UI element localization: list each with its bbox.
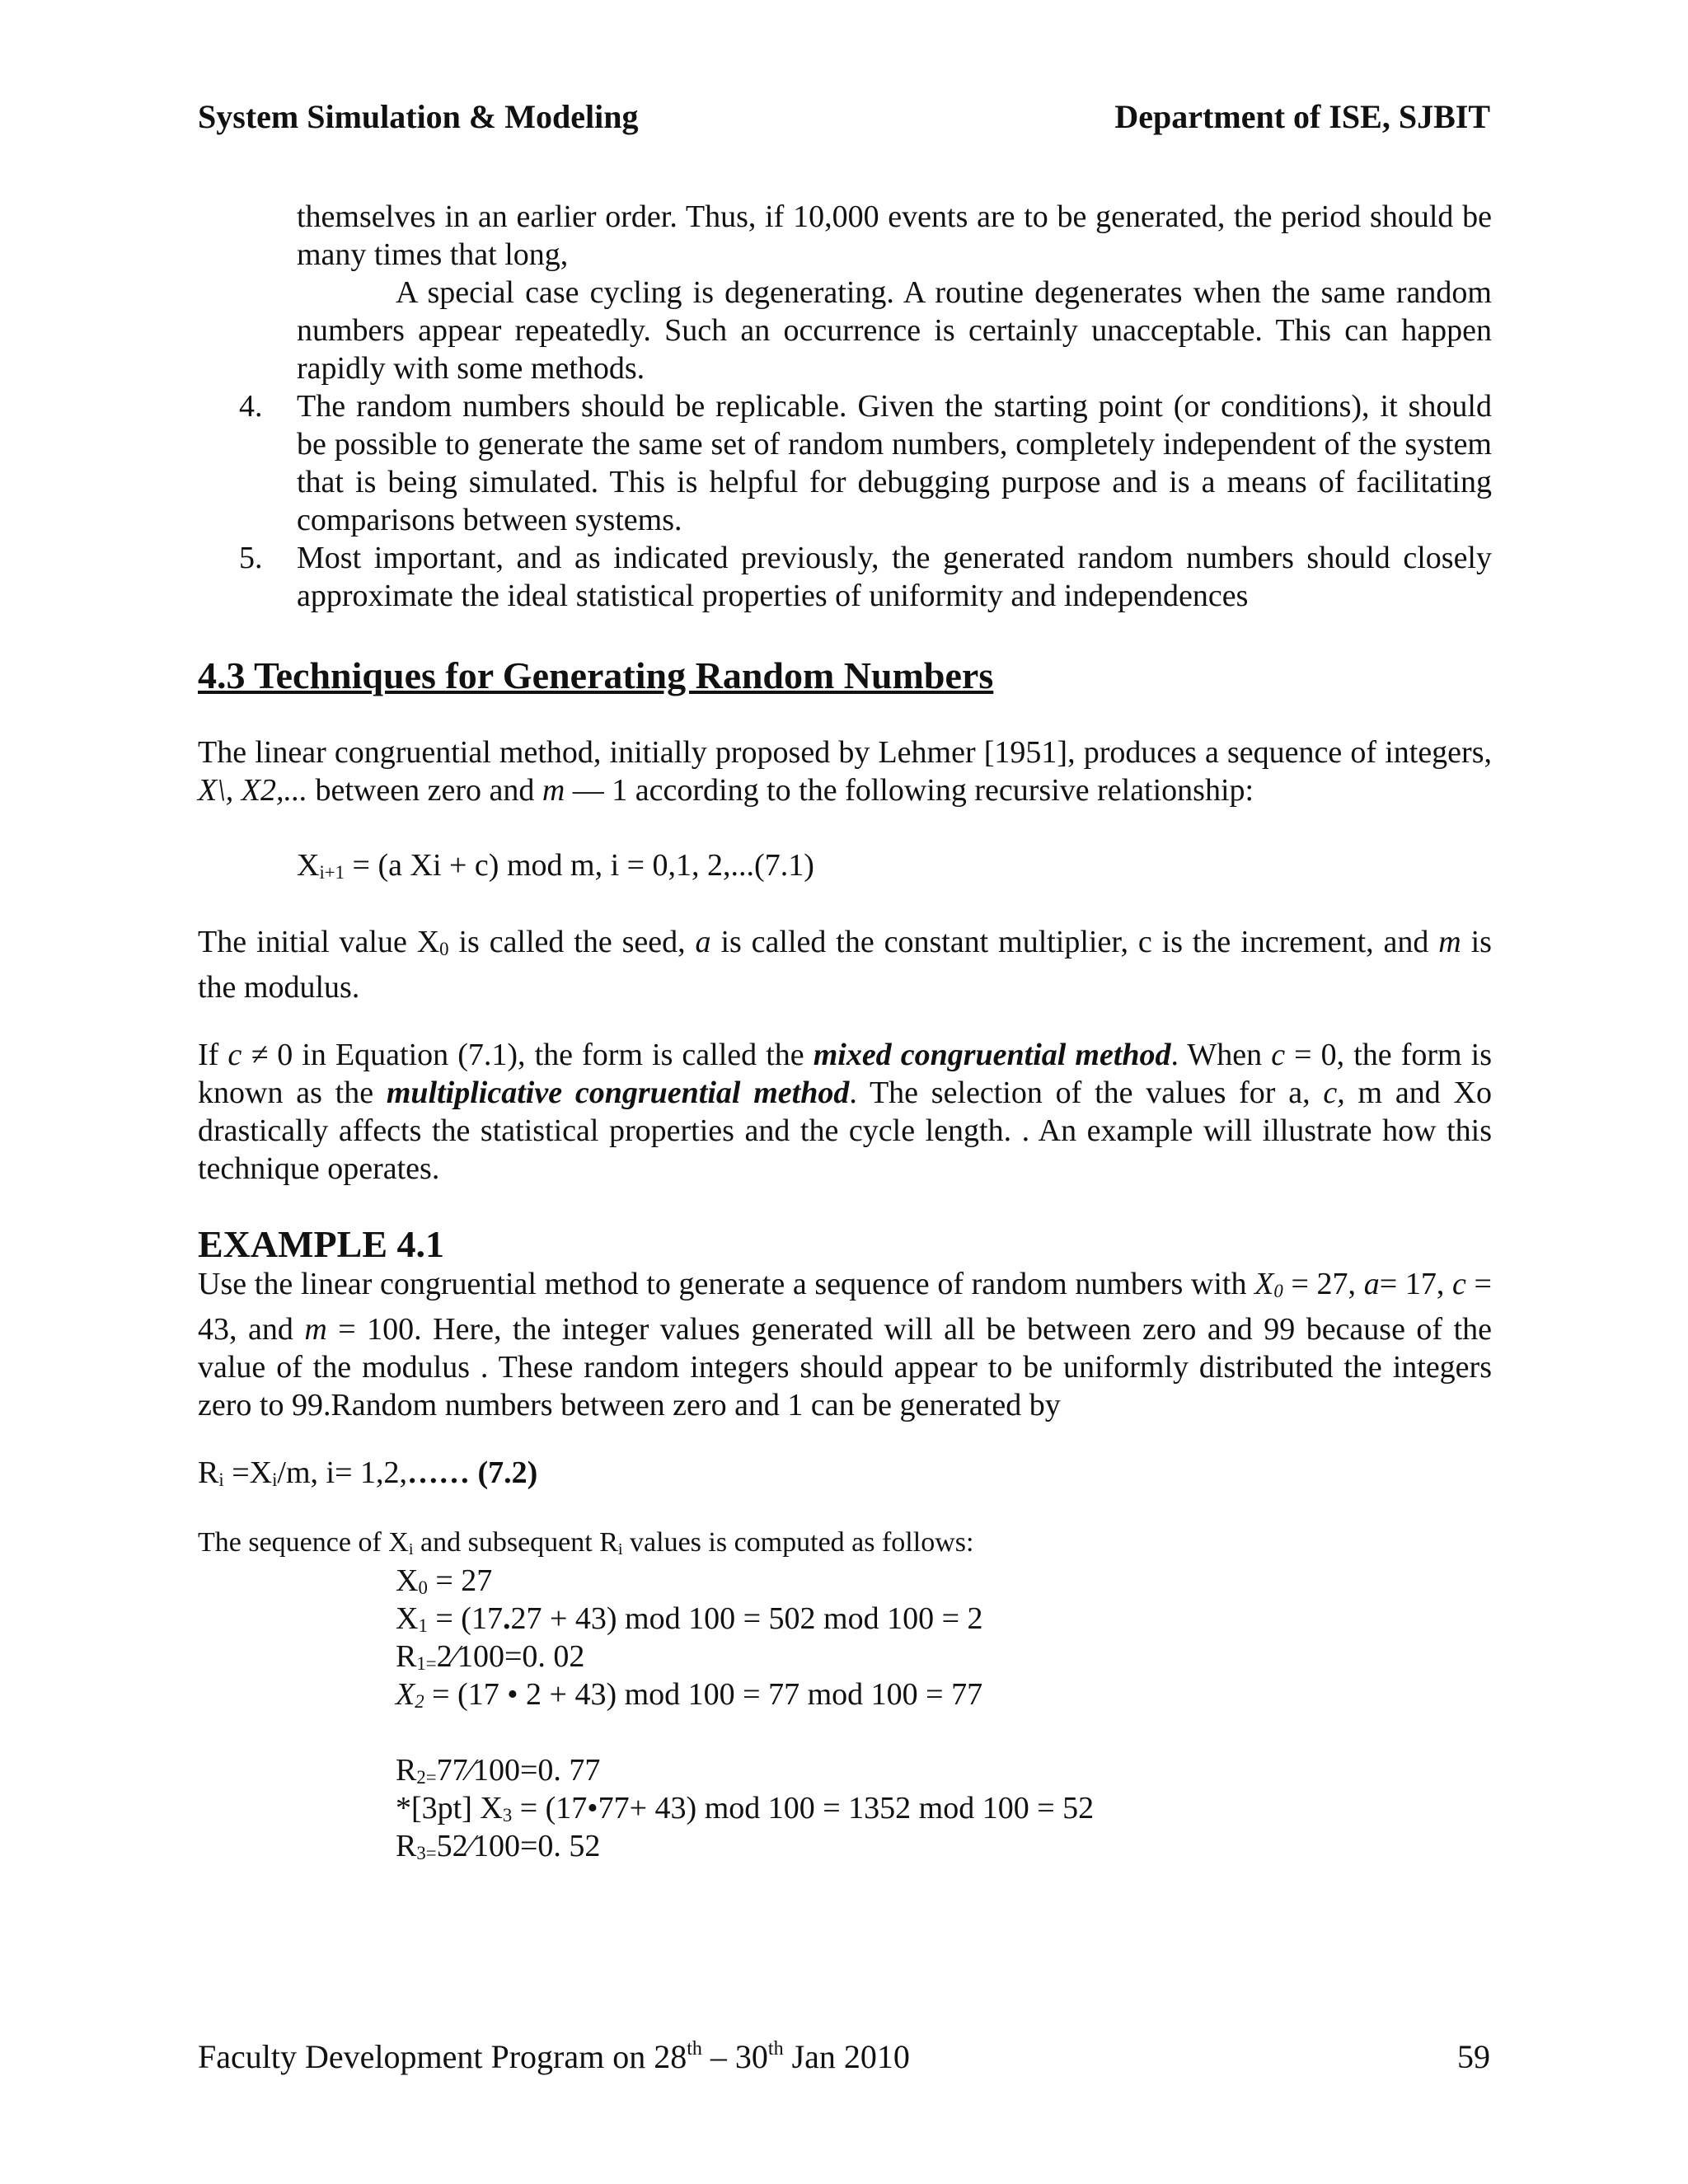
continuation-text-2: A special case cycling is degenerating. A routine degenerates when the same random numbers appear repeatedly. Such an occurrence is certainly unacceptable. This can happen rapidly with some methods.	[297, 275, 1492, 386]
intro-sequence: X\, X2,...	[198, 773, 307, 808]
recurrence-formula	[297, 847, 814, 883]
calc-expr: = (17•77+ 43) mod 100 = 1352 mod 100 = 52	[512, 1791, 1095, 1825]
calc-line	[396, 1675, 1094, 1713]
continuation-paragraph	[297, 198, 1492, 387]
footer-sup: th	[687, 2038, 702, 2060]
eq-r: R	[198, 1455, 219, 1490]
list-item	[239, 387, 1492, 539]
calc-sub: 3	[502, 1805, 513, 1825]
calc-line	[396, 1827, 1094, 1865]
random-number-formula	[198, 1455, 537, 1491]
calc-line	[396, 1789, 1094, 1827]
calc-var: X	[396, 1601, 419, 1636]
calc-sub: 1=	[416, 1653, 437, 1674]
formula-x: X	[297, 848, 320, 883]
calc-line	[396, 1751, 1094, 1789]
calc-sub: 3=	[416, 1843, 437, 1863]
mixed-congruential-term: mixed congruential method	[813, 1038, 1171, 1072]
example-text: = 17,	[1379, 1267, 1453, 1301]
continuation-text-1: themselves in an earlier order. Thus, if 10,000 events are to be generated, the period should be many times that long,	[297, 199, 1492, 272]
seed-paragraph	[198, 923, 1492, 1006]
seed-text: is called the constant multiplier, c is the increment, and	[710, 925, 1439, 959]
seq-text: values is computed as follows:	[622, 1527, 974, 1558]
calc-expr: 2⁄100=0. 02	[436, 1639, 585, 1674]
seq-text: and subsequent R	[413, 1527, 618, 1558]
eq-subscript: i	[272, 1469, 278, 1490]
intro-text: between zero and	[307, 773, 542, 808]
eq-subscript: i	[218, 1469, 224, 1490]
requirements-list	[239, 387, 1492, 615]
list-item-number: 4.	[239, 389, 263, 424]
seed-text: is the modulus.	[198, 925, 1492, 1005]
footer-text: Faculty Development Program on 28	[198, 2038, 687, 2075]
example-paragraph	[198, 1265, 1492, 1424]
footer-sup: th	[767, 2038, 784, 2060]
header-department: Department of ISE, SJBIT	[1114, 98, 1490, 135]
calc-var: R	[396, 1829, 417, 1863]
calc-var: X	[396, 1563, 419, 1598]
list-item-text: Most important, and as indicated previously, the generated random numbers should closely approximate the ideal statistical properties of uniformity and independences	[297, 541, 1492, 613]
calc-sub: 0	[418, 1577, 428, 1598]
seed-subscript: 0	[439, 939, 449, 959]
mixed-text: 0 in Equation (7.1), the form is called the	[268, 1038, 814, 1072]
list-item-text: The random numbers should be replicable. Given the starting point (or conditions), it should be possible to generate the same set of random numbers, completely independent of the system that is being simulated. This is helpful for debugging purpose and is a means of facilitating comparisons between systems.	[297, 389, 1492, 537]
example-text: = 43, and	[198, 1267, 1492, 1347]
calc-var: R	[396, 1753, 417, 1788]
calc-blank-line	[396, 1713, 1094, 1751]
calc-expr: 27 + 43) mod 100 = 502 mod 100 = 2	[510, 1601, 983, 1636]
eq-number: …… (7.2)	[407, 1455, 538, 1490]
section-heading: 4.3 Techniques for Generating Random Numbers	[198, 654, 994, 696]
list-item-number: 5.	[239, 541, 263, 575]
example-text: = 100. Here, the integer values generated will all be between zero and 99 because of the value of the modulus . These random integers should appear to be uniformly distributed the integers zero to 99.Random numbers between zero and 1 can be generated by	[198, 1312, 1492, 1422]
footer-program	[198, 2037, 910, 2076]
seed-m: m	[1438, 925, 1461, 959]
example-subscript: 0	[1273, 1281, 1283, 1301]
intro-m: m	[542, 773, 565, 808]
mixed-text: m and Xo drastically affects the statistical properties and the cycle length. . An example will illustrate how this technique operates.	[198, 1076, 1492, 1186]
example-a: a	[1363, 1267, 1380, 1301]
mixed-c: c	[1271, 1038, 1286, 1072]
calc-dot: .	[502, 1601, 511, 1636]
mixed-c-neq: c ≠	[227, 1038, 269, 1072]
seq-subscript: i	[408, 1540, 414, 1558]
mixed-text: . The selection of the values for a,	[849, 1076, 1324, 1110]
formula-subscript: i+1	[319, 862, 345, 883]
page-number: 59	[1457, 2038, 1490, 2075]
mixed-method-paragraph	[198, 1036, 1492, 1188]
intro-text: — 1 according to the following recursive relationship:	[565, 773, 1254, 808]
calc-var: R	[396, 1639, 417, 1674]
calc-line	[396, 1638, 1094, 1675]
example-heading: EXAMPLE 4.1	[198, 1223, 444, 1265]
intro-paragraph	[198, 733, 1492, 809]
mixed-text: . When	[1170, 1038, 1272, 1072]
example-text: = 27,	[1282, 1267, 1364, 1301]
calc-expr: 52⁄100=0. 52	[436, 1829, 601, 1863]
example-c: c	[1452, 1267, 1466, 1301]
example-m: m	[304, 1312, 327, 1347]
calc-var: *[3pt] X	[396, 1791, 503, 1825]
example-x: X	[1254, 1267, 1274, 1301]
calc-expr: = 27	[427, 1563, 493, 1598]
calc-expr: 77⁄100=0. 77	[436, 1753, 601, 1788]
calc-sub: 2=	[416, 1767, 437, 1788]
calc-expr: = (17 • 2 + 43) mod 100 = 77 mod 100 = 77	[424, 1677, 983, 1712]
mixed-text: = 0, the form is known as the	[198, 1038, 1492, 1110]
footer-text: – 30	[701, 2038, 768, 2075]
multiplicative-congruential-term: multiplicative congruential method	[386, 1076, 850, 1110]
calc-line	[396, 1600, 1094, 1638]
sequence-intro	[198, 1527, 973, 1559]
formula-rest: = (a Xi + c) mod m, i = 0,1, 2,...(7.1)	[345, 848, 814, 883]
seq-subscript: i	[617, 1540, 623, 1558]
seed-text: The initial value X	[198, 925, 440, 959]
mixed-c-comma: c,	[1323, 1076, 1345, 1110]
header-course-title: System Simulation & Modeling	[198, 98, 639, 135]
eq-text: =X	[223, 1455, 273, 1490]
intro-text: The linear congruential method, initially proposed by Lehmer [1951], produces a sequence of integers,	[198, 735, 1492, 770]
list-item	[239, 539, 1492, 615]
seed-text: is called the seed,	[448, 925, 696, 959]
footer-text: Jan 2010	[783, 2038, 910, 2075]
calc-var: X	[396, 1677, 415, 1712]
seq-text: The sequence of X	[198, 1527, 409, 1558]
calc-sub: 1	[418, 1615, 428, 1636]
calc-sub: 2	[415, 1691, 424, 1712]
calc-line	[396, 1562, 1094, 1600]
seed-a: a	[695, 925, 711, 959]
eq-text: /m, i= 1,2,	[277, 1455, 408, 1490]
calculation-steps	[396, 1562, 1094, 1865]
mixed-text: If	[198, 1038, 228, 1072]
example-text: Use the linear congruential method to generate a sequence of random numbers with	[198, 1267, 1255, 1301]
calc-expr: = (17	[427, 1601, 503, 1636]
